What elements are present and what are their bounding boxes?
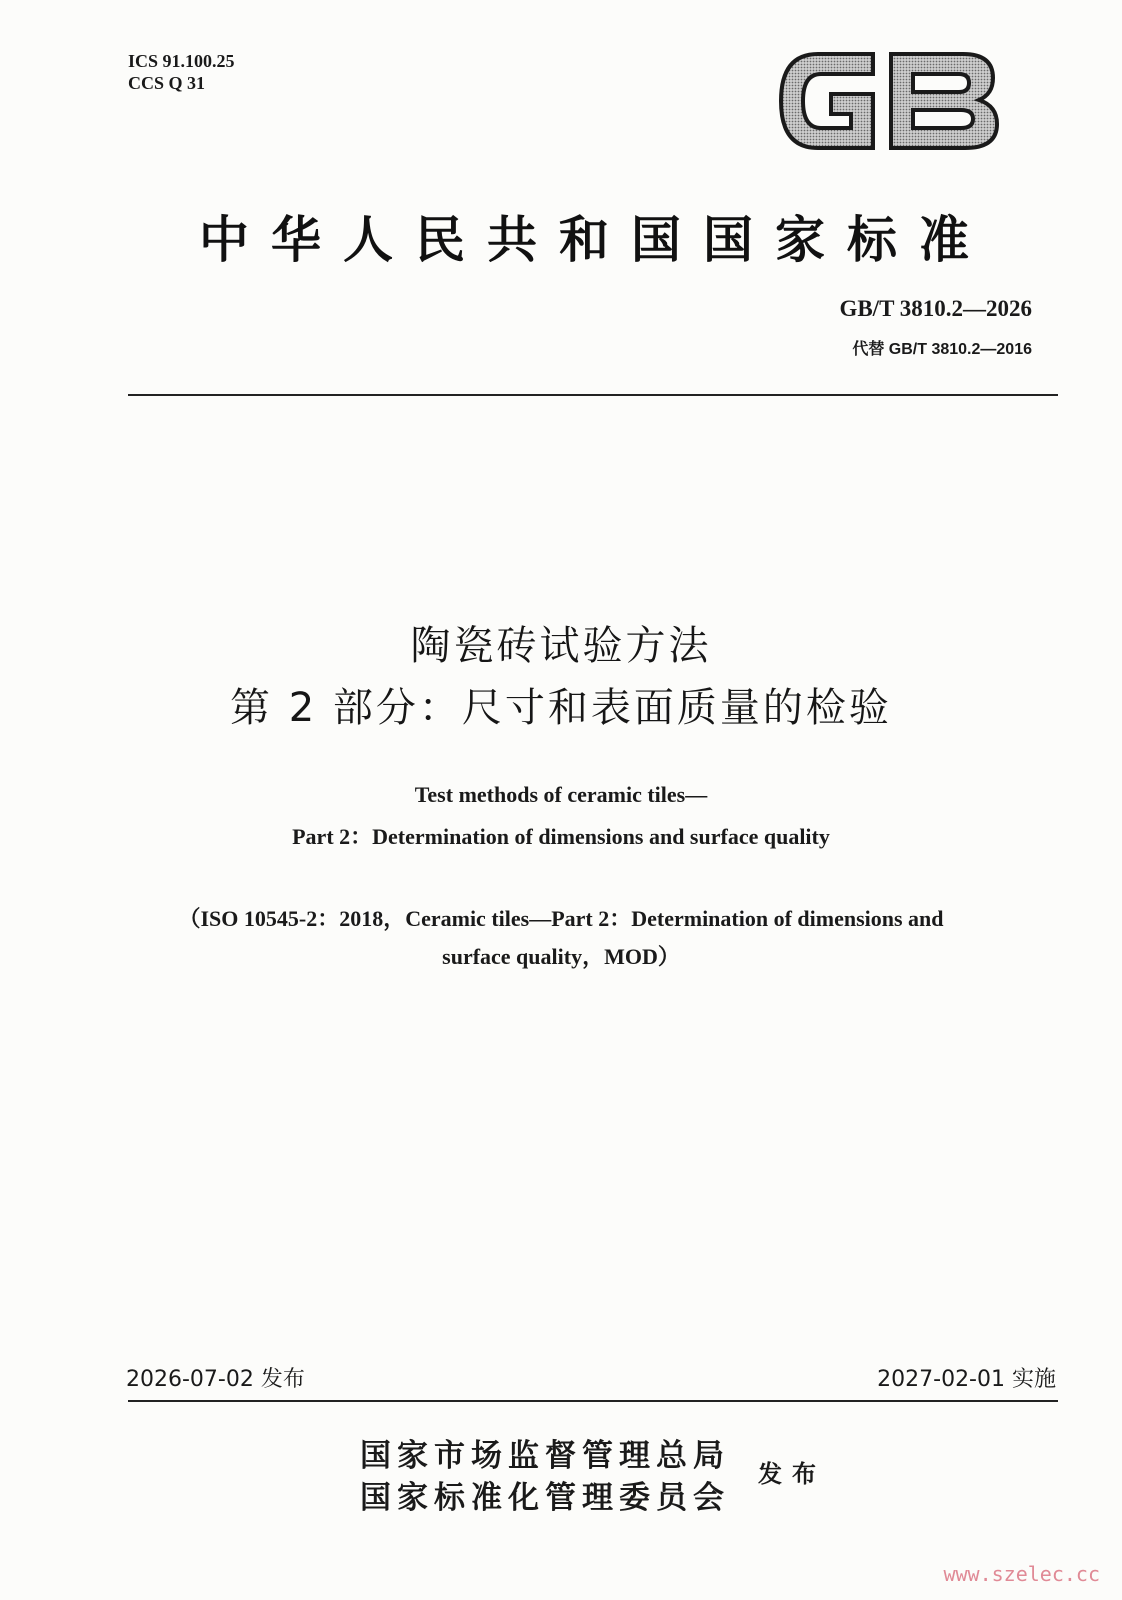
publish-date: 2026-07-02 发布 <box>126 1367 305 1392</box>
english-title-line-1: Test methods of ceramic tiles— <box>414 782 708 807</box>
issuing-authority-2: 国家标准化管理委员会 <box>360 1480 730 1516</box>
implementation-date: 2027-02-01 实施 <box>877 1367 1056 1392</box>
chinese-title-line-1: 陶瓷砖试验方法 <box>410 623 712 669</box>
replaces-standard: 代替 GB/T 3810.2—2016 <box>852 341 1032 358</box>
issuing-authority-1: 国家市场监督管理总局 <box>360 1438 730 1474</box>
bottom-divider <box>128 1400 1058 1402</box>
iso-reference-line-2: surface quality，MOD） <box>442 944 680 969</box>
top-divider <box>128 394 1058 396</box>
ccs-code: CCS Q 31 <box>128 73 206 93</box>
standard-number: GB/T 3810.2—2026 <box>839 296 1032 321</box>
watermark: www.szelec.cc <box>943 1562 1100 1586</box>
chinese-title-line-2: 第 2 部分：尺寸和表面质量的检验 <box>230 685 892 731</box>
english-title-line-2: Part 2：Determination of dimensions and surface quality <box>292 824 830 849</box>
classification-codes <box>128 50 235 94</box>
ics-code: ICS 91.100.25 <box>128 51 235 71</box>
iso-reference-line-1: （ISO 10545-2：2018，Ceramic tiles—Part 2：Determination of dimensions and <box>178 906 944 931</box>
issue-label: 发布 <box>758 1459 826 1488</box>
gb-logo <box>773 42 1003 160</box>
national-standard-title: 中华人民共和国国家标准 <box>199 210 991 269</box>
